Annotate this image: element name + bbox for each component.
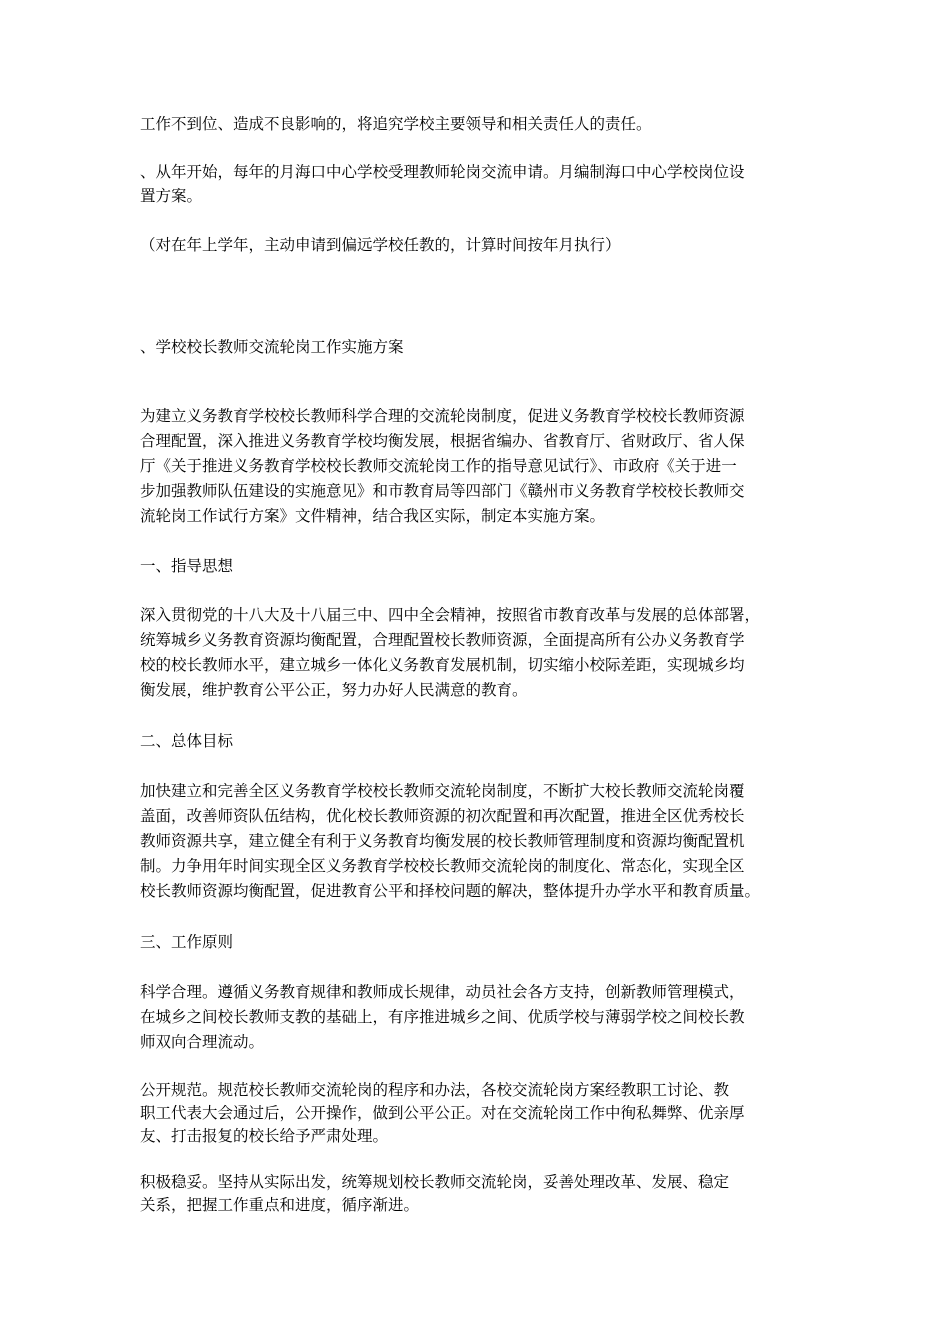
paragraph-line: 友、打击报复的校长给予严肃处理。 [140,1127,389,1145]
paragraph-line: 校长教师资源均衡配置，促进教育公平和择校问题的解决，整体提升办学水平和教育质量。 [140,882,761,900]
paragraph-line: 统筹城乡义务教育资源均衡配置，合理配置校长教师资源，全面提高所有公办义务教育学 [140,631,745,649]
paragraph-line: 在城乡之间校长教师支教的基础上，有序推进城乡之间、优质学校与薄弱学校之间校长教 [140,1008,745,1026]
paragraph-line: （对在年上学年，主动申请到偏远学校任教的，计算时间按年月执行） [140,236,621,254]
paragraph-line: 合理配置，深入推进义务教育学校均衡发展，根据省编办、省教育厅、省财政厅、省人保 [140,432,745,450]
section-heading: 三、工作原则 [140,933,234,951]
paragraph-line: 积极稳妥。坚持从实际出发，统筹规划校长教师交流轮岗，妥善处理改革、发展、稳定 [140,1173,730,1191]
paragraph-line: 步加强教师队伍建设的实施意见》和市教育局等四部门《赣州市义务教育学校校长教师交 [140,482,745,500]
paragraph-line: 衡发展，维护教育公平公正，努力办好人民满意的教育。 [140,681,528,699]
paragraph-line: 关系，把握工作重点和进度，循序渐进。 [140,1196,420,1214]
paragraph-line: 公开规范。规范校长教师交流轮岗的程序和办法，各校交流轮岗方案经教职工讨论、教 [140,1081,730,1099]
paragraph-line: 师双向合理流动。 [140,1033,265,1051]
paragraph-line: 工作不到位、造成不良影响的，将追究学校主要领导和相关责任人的责任。 [140,115,652,133]
paragraph-line: 流轮岗工作试行方案》文件精神，结合我区实际，制定本实施方案。 [140,507,606,525]
paragraph-line: 制。力争用年时间实现全区义务教育学校校长教师交流轮岗的制度化、常态化，实现全区 [140,857,745,875]
paragraph-line: 深入贯彻党的十八大及十八届三中、四中全会精神，按照省市教育改革与发展的总体部署， [140,606,761,624]
paragraph-line: 加快建立和完善全区义务教育学校校长教师交流轮岗制度，不断扩大校长教师交流轮岗覆 [140,782,745,800]
paragraph-line: 职工代表大会通过后，公开操作，做到公平公正。对在交流轮岗工作中徇私舞弊、优亲厚 [140,1104,745,1122]
paragraph-line: 校的校长教师水平，建立城乡一体化义务教育发展机制，切实缩小校际差距，实现城乡均 [140,656,745,674]
paragraph-line: 教师资源共享，建立健全有利于义务教育均衡发展的校长教师管理制度和资源均衡配置机 [140,832,745,850]
paragraph-line: 厅《关于推进义务教育学校校长教师交流轮岗工作的指导意见试行》、市政府《关于进一 [140,457,737,475]
section-heading: 、学校校长教师交流轮岗工作实施方案 [140,338,404,356]
paragraph-line: 盖面，改善师资队伍结构，优化校长教师资源的初次配置和再次配置，推进全区优秀校长 [140,807,745,825]
paragraph-line: 、从年开始，每年的月海口中心学校受理教师轮岗交流申请。月编制海口中心学校岗位设 [140,163,745,181]
paragraph-line: 科学合理。遵循义务教育规律和教师成长规律，动员社会各方支持，创新教师管理模式， [140,983,745,1001]
section-heading: 一、指导思想 [140,557,234,575]
paragraph-line: 为建立义务教育学校校长教师科学合理的交流轮岗制度，促进义务教育学校校长教师资源 [140,407,745,425]
paragraph-line: 置方案。 [140,187,203,205]
section-heading: 二、总体目标 [140,732,234,750]
